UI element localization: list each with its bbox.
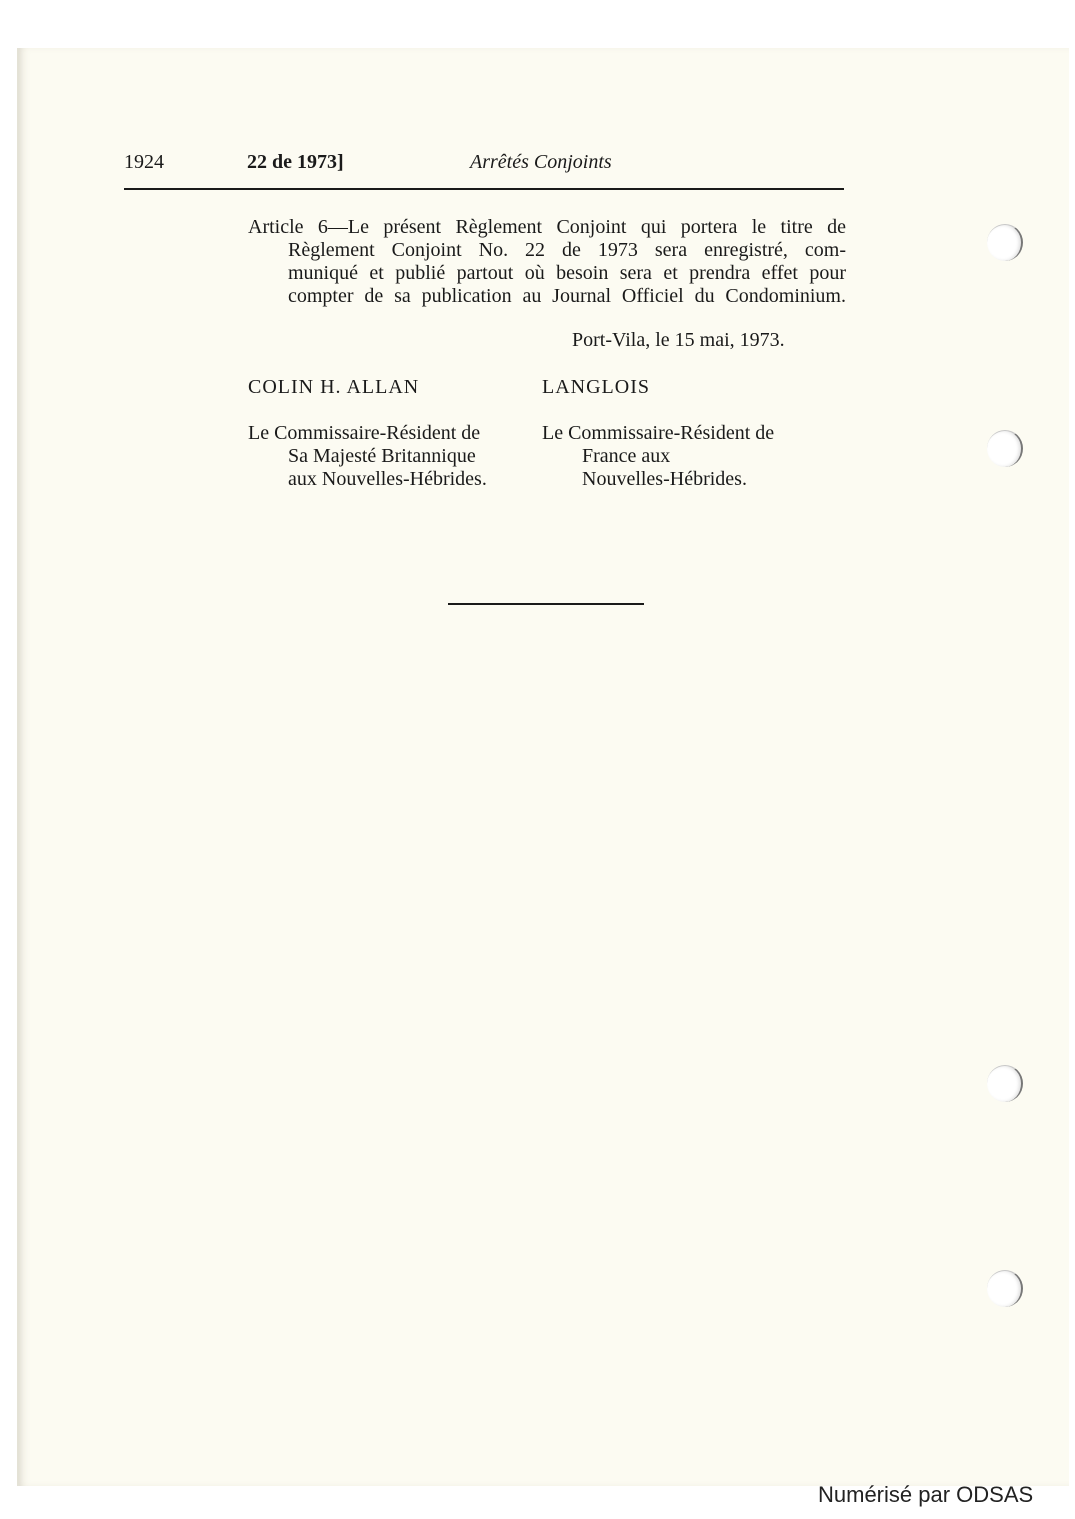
article-line: Règlement Conjoint No. 22 de 1973 sera enregistré, com- <box>288 239 846 261</box>
signatory-title-line: Sa Majesté Britannique <box>288 445 476 467</box>
punch-hole <box>987 1065 1023 1102</box>
signatory-name-french: LANGLOIS <box>542 376 650 398</box>
article-line: Article 6—Le présent Règlement Conjoint qui portera le titre de <box>248 216 846 238</box>
scan-watermark: Numérisé par ODSAS <box>818 1482 1034 1507</box>
act-reference: 22 de 1973] <box>247 151 344 173</box>
punch-hole <box>987 1270 1023 1307</box>
article-line: compter de sa publication au Journal Officiel du Condominium. <box>288 285 846 307</box>
punch-hole <box>987 224 1023 261</box>
signatory-title-line: Nouvelles-Hébrides. <box>582 468 747 490</box>
header-divider <box>124 188 844 190</box>
page-number: 1924 <box>124 151 164 173</box>
signatory-title-line: France aux <box>582 445 671 467</box>
signatory-title-british <box>248 422 487 491</box>
signatory-name-british: COLIN H. ALLAN <box>248 376 420 398</box>
signatory-title-french <box>542 422 774 491</box>
article-line: muniqué et publié partout où besoin sera et prendra effet pour <box>288 262 846 284</box>
end-of-act-rule <box>448 603 644 605</box>
article-6-paragraph <box>248 216 846 308</box>
signatory-title-line: Le Commissaire-Résident de <box>248 422 481 444</box>
running-title: Arrêtés Conjoints <box>470 151 612 173</box>
place-and-date: Port-Vila, le 15 mai, 1973. <box>572 329 785 351</box>
punch-hole <box>987 430 1023 467</box>
signatory-title-line: aux Nouvelles-Hébrides. <box>288 468 487 490</box>
signatory-title-line: Le Commissaire-Résident de <box>542 422 775 444</box>
